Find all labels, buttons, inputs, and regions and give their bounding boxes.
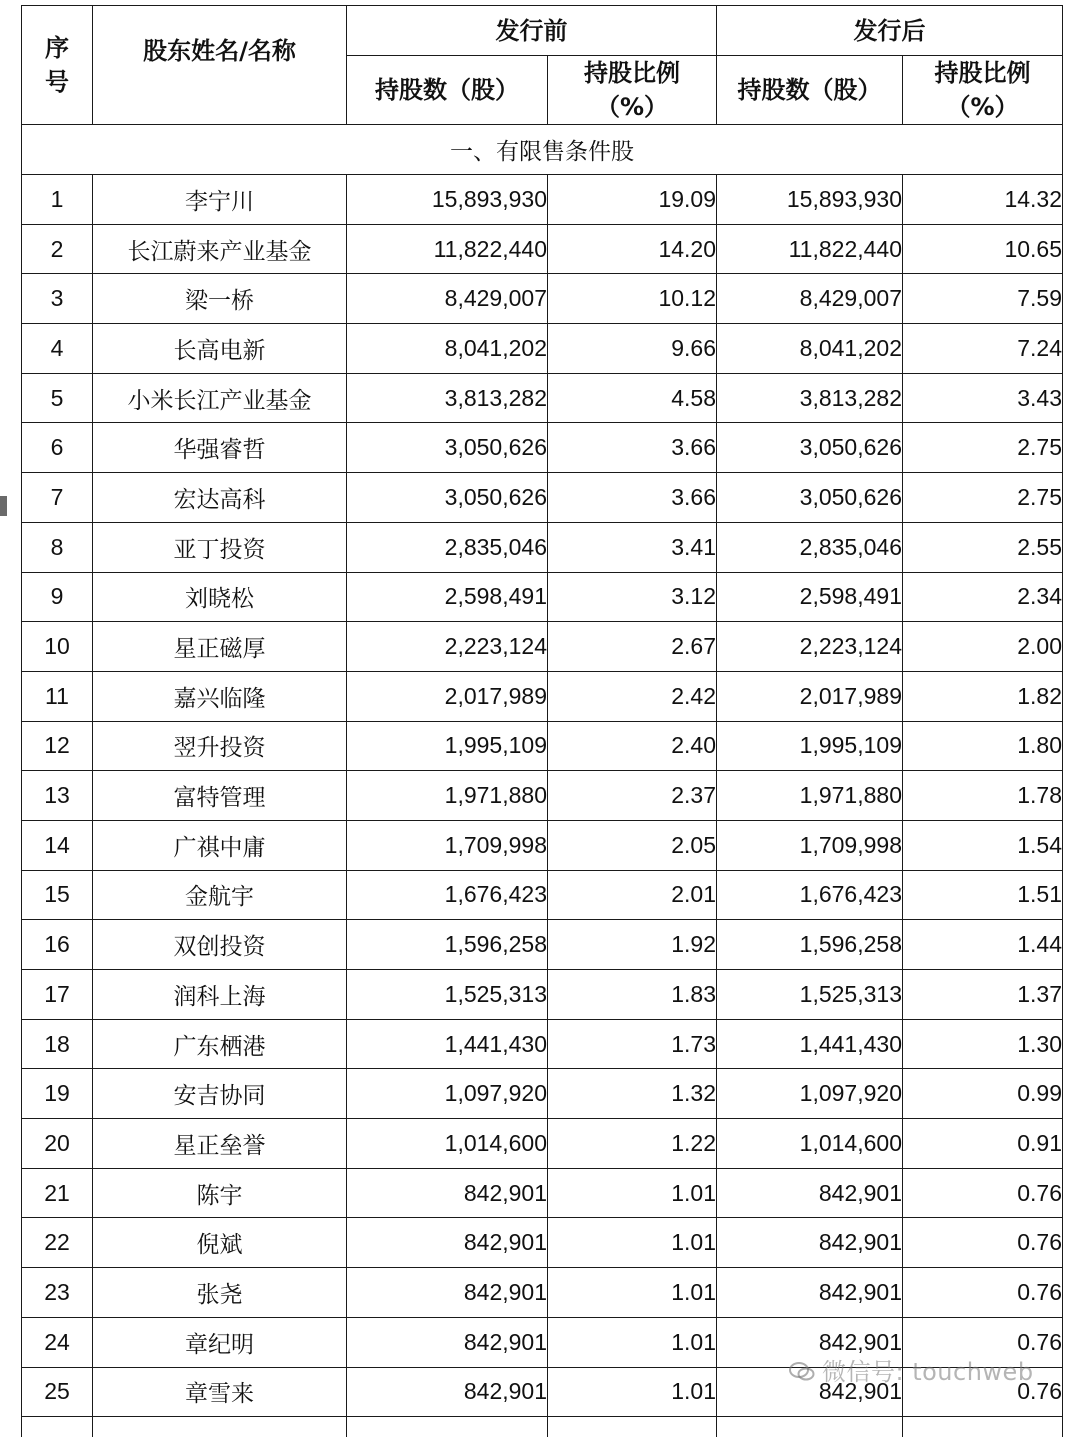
- holder-name-cell: 李宁川: [93, 175, 347, 225]
- before-shares-cell: 1,596,258: [347, 920, 548, 970]
- after-shares-cell: 842,901: [717, 1268, 903, 1318]
- before-ratio-cell: 2.37: [548, 771, 717, 821]
- after-shares-cell: 2,223,124: [717, 622, 903, 672]
- before-ratio-cell: 1.01: [548, 1218, 717, 1268]
- before-shares-cell: 2,598,491: [347, 572, 548, 622]
- before-ratio-header-top: 持股比例: [584, 59, 680, 87]
- seq-cell: 1: [22, 175, 93, 225]
- seq-header-bottom: 号: [45, 68, 69, 96]
- holder-name-cell: 华强睿哲: [93, 423, 347, 473]
- before-ratio-cell: 4.58: [548, 373, 717, 423]
- before-shares-cell: 842,901: [347, 1218, 548, 1268]
- before-ratio-cell: 1.01: [548, 1317, 717, 1367]
- after-ratio-cell: 1.54: [903, 820, 1063, 870]
- seq-cell: 3: [22, 274, 93, 324]
- holder-name-cell: 陈宇: [93, 1168, 347, 1218]
- seq-cell: 17: [22, 970, 93, 1020]
- holder-name-cell: 安吉协同: [93, 1069, 347, 1119]
- cutoff-cell: [548, 1417, 717, 1437]
- before-ratio-cell: 3.12: [548, 572, 717, 622]
- after-ratio-cell: 0.76: [903, 1367, 1063, 1417]
- after-ratio-cell: 10.65: [903, 224, 1063, 274]
- watermark-text: 微信号: touchweb: [822, 1358, 1034, 1386]
- after-shares-cell: 1,971,880: [717, 771, 903, 821]
- before-shares-cell: 3,813,282: [347, 373, 548, 423]
- section-title: 一、有限售条件股: [22, 125, 1063, 175]
- after-ratio-header: [903, 56, 1063, 125]
- seq-cell: 4: [22, 324, 93, 374]
- holder-name-cell: 小米长江产业基金: [93, 373, 347, 423]
- table-row: [22, 572, 1063, 622]
- after-ratio-cell: 0.91: [903, 1119, 1063, 1169]
- after-ratio-cell: 0.99: [903, 1069, 1063, 1119]
- before-ratio-cell: 19.09: [548, 175, 717, 225]
- before-ratio-cell: 3.41: [548, 522, 717, 572]
- table-row: [22, 274, 1063, 324]
- holder-name-cell: 双创投资: [93, 920, 347, 970]
- before-shares-cell: 11,822,440: [347, 224, 548, 274]
- seq-cell: 24: [22, 1317, 93, 1367]
- holder-name-cell: 星正磁厚: [93, 622, 347, 672]
- after-ratio-cell: 1.44: [903, 920, 1063, 970]
- holder-name-cell: 金航宇: [93, 870, 347, 920]
- seq-cell: 13: [22, 771, 93, 821]
- cutoff-cell: [903, 1417, 1063, 1437]
- before-ratio-header: [548, 56, 717, 125]
- holder-name-cell: 广东栖港: [93, 1019, 347, 1069]
- after-issue-header: 发行后: [717, 6, 1063, 56]
- seq-cell: 10: [22, 622, 93, 672]
- seq-cell: 7: [22, 473, 93, 523]
- cutoff-cell: [93, 1417, 347, 1437]
- holder-name-cell: 宏达高科: [93, 473, 347, 523]
- after-ratio-cell: 2.34: [903, 572, 1063, 622]
- after-ratio-cell: 0.76: [903, 1317, 1063, 1367]
- after-shares-cell: 3,813,282: [717, 373, 903, 423]
- table-row: [22, 224, 1063, 274]
- seq-cell: 2: [22, 224, 93, 274]
- before-shares-cell: 1,525,313: [347, 970, 548, 1020]
- after-shares-cell: 8,041,202: [717, 324, 903, 374]
- before-shares-cell: 1,014,600: [347, 1119, 548, 1169]
- after-ratio-header-bottom: （%）: [946, 93, 1019, 121]
- before-ratio-cell: 1.01: [548, 1168, 717, 1218]
- after-shares-cell: 1,441,430: [717, 1019, 903, 1069]
- table-row-cutoff: [22, 1417, 1063, 1437]
- seq-cell: 8: [22, 522, 93, 572]
- before-shares-cell: 8,429,007: [347, 274, 548, 324]
- before-ratio-cell: 1.22: [548, 1119, 717, 1169]
- before-ratio-cell: 3.66: [548, 423, 717, 473]
- seq-cell: 25: [22, 1367, 93, 1417]
- after-ratio-cell: 7.24: [903, 324, 1063, 374]
- table-row: [22, 1119, 1063, 1169]
- seq-cell: 20: [22, 1119, 93, 1169]
- after-ratio-cell: 2.00: [903, 622, 1063, 672]
- before-ratio-header-bottom: （%）: [595, 93, 669, 121]
- after-shares-cell: 1,709,998: [717, 820, 903, 870]
- before-shares-cell: 2,017,989: [347, 671, 548, 721]
- seq-cell: 12: [22, 721, 93, 771]
- before-ratio-cell: 1.01: [548, 1367, 717, 1417]
- seq-cell: 9: [22, 572, 93, 622]
- after-ratio-cell: 1.30: [903, 1019, 1063, 1069]
- table-row: [22, 423, 1063, 473]
- before-shares-cell: 1,097,920: [347, 1069, 548, 1119]
- cutoff-cell: [347, 1417, 548, 1437]
- seq-cell: 18: [22, 1019, 93, 1069]
- holder-name-cell: 张尧: [93, 1268, 347, 1318]
- after-shares-header: 持股数（股）: [717, 56, 903, 125]
- before-ratio-cell: 1.32: [548, 1069, 717, 1119]
- before-ratio-cell: 1.83: [548, 970, 717, 1020]
- holder-name-cell: 长江蔚来产业基金: [93, 224, 347, 274]
- cutoff-cell: [22, 1417, 93, 1437]
- seq-cell: 5: [22, 373, 93, 423]
- after-ratio-cell: 2.75: [903, 423, 1063, 473]
- seq-header: [22, 6, 93, 125]
- holder-name-cell: 倪斌: [93, 1218, 347, 1268]
- before-shares-cell: 1,709,998: [347, 820, 548, 870]
- shareholder-table: [21, 5, 1063, 1437]
- after-ratio-cell: 0.76: [903, 1218, 1063, 1268]
- after-shares-cell: 2,598,491: [717, 572, 903, 622]
- seq-cell: 6: [22, 423, 93, 473]
- before-ratio-cell: 14.20: [548, 224, 717, 274]
- seq-cell: 11: [22, 671, 93, 721]
- table-row: [22, 671, 1063, 721]
- holder-name-cell: 嘉兴临隆: [93, 671, 347, 721]
- table-row: [22, 1218, 1063, 1268]
- after-shares-cell: 3,050,626: [717, 423, 903, 473]
- holder-name-cell: 星正垒誉: [93, 1119, 347, 1169]
- table-row: [22, 1069, 1063, 1119]
- after-shares-cell: 8,429,007: [717, 274, 903, 324]
- after-shares-cell: 842,901: [717, 1218, 903, 1268]
- after-shares-cell: 2,835,046: [717, 522, 903, 572]
- table-row: [22, 771, 1063, 821]
- header-row-1: [22, 6, 1063, 56]
- after-ratio-cell: 1.37: [903, 970, 1063, 1020]
- before-shares-cell: 3,050,626: [347, 473, 548, 523]
- table-row: [22, 870, 1063, 920]
- before-ratio-cell: 2.67: [548, 622, 717, 672]
- table-row: [22, 324, 1063, 374]
- holder-name-cell: 梁一桥: [93, 274, 347, 324]
- seq-cell: 15: [22, 870, 93, 920]
- after-shares-cell: 842,901: [717, 1317, 903, 1367]
- table-row: [22, 721, 1063, 771]
- before-ratio-cell: 1.73: [548, 1019, 717, 1069]
- after-ratio-header-top: 持股比例: [934, 59, 1031, 87]
- table-row: [22, 1268, 1063, 1318]
- before-shares-cell: 1,676,423: [347, 870, 548, 920]
- before-ratio-cell: 2.01: [548, 870, 717, 920]
- seq-cell: 16: [22, 920, 93, 970]
- before-ratio-cell: 1.92: [548, 920, 717, 970]
- table-row: [22, 970, 1063, 1020]
- after-ratio-cell: 7.59: [903, 274, 1063, 324]
- after-ratio-cell: 1.82: [903, 671, 1063, 721]
- before-shares-cell: 3,050,626: [347, 423, 548, 473]
- after-ratio-cell: 2.55: [903, 522, 1063, 572]
- after-ratio-cell: 14.32: [903, 175, 1063, 225]
- after-shares-cell: 1,676,423: [717, 870, 903, 920]
- holder-name-cell: 长高电新: [93, 324, 347, 374]
- after-shares-cell: 2,017,989: [717, 671, 903, 721]
- table-row: [22, 1168, 1063, 1218]
- before-shares-cell: 842,901: [347, 1268, 548, 1318]
- holder-name-cell: 广祺中庸: [93, 820, 347, 870]
- after-shares-cell: 1,014,600: [717, 1119, 903, 1169]
- after-shares-cell: 15,893,930: [717, 175, 903, 225]
- before-shares-cell: 2,223,124: [347, 622, 548, 672]
- table-row: [22, 175, 1063, 225]
- table-row: [22, 373, 1063, 423]
- after-shares-cell: 1,995,109: [717, 721, 903, 771]
- after-shares-cell: 1,525,313: [717, 970, 903, 1020]
- seq-cell: 21: [22, 1168, 93, 1218]
- before-ratio-cell: 10.12: [548, 274, 717, 324]
- table-row: [22, 522, 1063, 572]
- holder-name-cell: 翌升投资: [93, 721, 347, 771]
- before-ratio-cell: 3.66: [548, 473, 717, 523]
- table-row: [22, 920, 1063, 970]
- seq-cell: 19: [22, 1069, 93, 1119]
- section-row: [22, 125, 1063, 175]
- before-shares-cell: 1,995,109: [347, 721, 548, 771]
- before-ratio-cell: 2.40: [548, 721, 717, 771]
- seq-cell: 22: [22, 1218, 93, 1268]
- name-header: 股东姓名/名称: [93, 6, 347, 125]
- table-row: [22, 820, 1063, 870]
- after-shares-cell: 842,901: [717, 1168, 903, 1218]
- before-shares-cell: 842,901: [347, 1317, 548, 1367]
- after-ratio-cell: 1.80: [903, 721, 1063, 771]
- after-shares-cell: 11,822,440: [717, 224, 903, 274]
- holder-name-cell: 刘晓松: [93, 572, 347, 622]
- seq-header-top: 序: [45, 34, 69, 62]
- before-shares-cell: 1,971,880: [347, 771, 548, 821]
- holder-name-cell: 章纪明: [93, 1317, 347, 1367]
- before-shares-cell: 8,041,202: [347, 324, 548, 374]
- cutoff-cell: [717, 1417, 903, 1437]
- holder-name-cell: 润科上海: [93, 970, 347, 1020]
- after-shares-cell: 1,097,920: [717, 1069, 903, 1119]
- after-ratio-cell: 1.51: [903, 870, 1063, 920]
- after-shares-cell: 3,050,626: [717, 473, 903, 523]
- watermark: [788, 1352, 1034, 1387]
- edge-marker: [0, 496, 7, 516]
- after-ratio-cell: 3.43: [903, 373, 1063, 423]
- before-issue-header: 发行前: [347, 6, 717, 56]
- after-shares-cell: 842,901: [717, 1367, 903, 1417]
- after-ratio-cell: 2.75: [903, 473, 1063, 523]
- before-ratio-cell: 2.42: [548, 671, 717, 721]
- before-shares-cell: 15,893,930: [347, 175, 548, 225]
- before-ratio-cell: 2.05: [548, 820, 717, 870]
- before-shares-header: 持股数（股）: [347, 56, 548, 125]
- table-row: [22, 1019, 1063, 1069]
- wechat-icon: [788, 1361, 816, 1383]
- before-shares-cell: 842,901: [347, 1367, 548, 1417]
- after-ratio-cell: 0.76: [903, 1268, 1063, 1318]
- before-shares-cell: 2,835,046: [347, 522, 548, 572]
- holder-name-cell: 章雪来: [93, 1367, 347, 1417]
- holder-name-cell: 富特管理: [93, 771, 347, 821]
- after-shares-cell: 1,596,258: [717, 920, 903, 970]
- before-shares-cell: 842,901: [347, 1168, 548, 1218]
- after-ratio-cell: 1.78: [903, 771, 1063, 821]
- table-row: [22, 473, 1063, 523]
- before-ratio-cell: 9.66: [548, 324, 717, 374]
- before-shares-cell: 1,441,430: [347, 1019, 548, 1069]
- after-ratio-cell: 0.76: [903, 1168, 1063, 1218]
- seq-cell: 14: [22, 820, 93, 870]
- before-ratio-cell: 1.01: [548, 1268, 717, 1318]
- seq-cell: 23: [22, 1268, 93, 1318]
- holder-name-cell: 亚丁投资: [93, 522, 347, 572]
- table-row: [22, 622, 1063, 672]
